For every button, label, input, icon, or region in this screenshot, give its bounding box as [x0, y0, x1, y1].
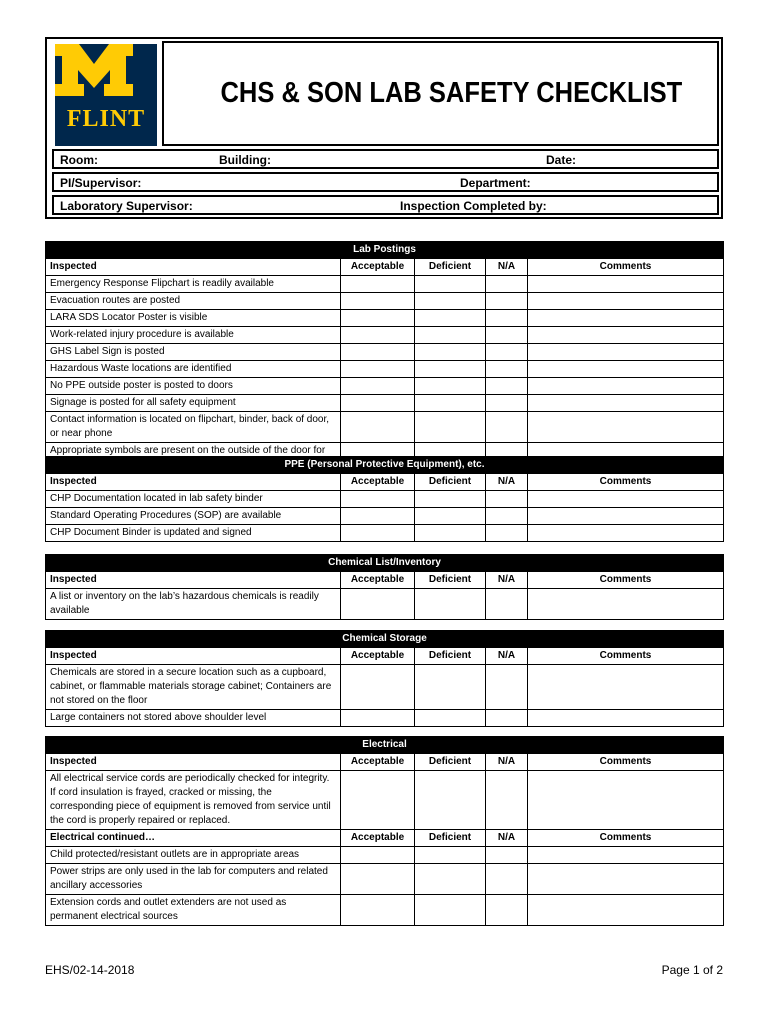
acceptable-header: Acceptable [341, 830, 415, 847]
section-title: Lab Postings [46, 242, 724, 259]
table-row [46, 525, 724, 542]
um-flint-logo [55, 44, 157, 146]
comments-cell[interactable] [528, 589, 724, 620]
na-header: N/A [486, 474, 528, 491]
na-header: N/A [486, 572, 528, 589]
header-row [46, 648, 724, 665]
acceptable-header: Acceptable [341, 572, 415, 589]
acceptable-cell[interactable] [341, 276, 415, 293]
acceptable-header: Acceptable [341, 474, 415, 491]
acceptable-cell[interactable] [341, 847, 415, 864]
item-text: A list or inventory on the lab’s hazardous chemicals is readily available [46, 589, 341, 620]
section-title: Chemical List/Inventory [46, 555, 724, 572]
item-text: Power strips are only used in the lab for computers and related ancillary accessories [46, 864, 341, 895]
deficient-cell[interactable] [415, 508, 486, 525]
deficient-cell[interactable] [415, 525, 486, 542]
section-title: Chemical Storage [46, 631, 724, 648]
header-row-continued [46, 830, 724, 847]
comments-header: Comments [528, 474, 724, 491]
item-text: Appropriate symbols are present on the outside of the door for [46, 443, 341, 474]
header-row [46, 474, 724, 491]
comments-cell[interactable] [528, 344, 724, 361]
comments-cell[interactable] [528, 771, 724, 830]
acceptable-header: Acceptable [341, 648, 415, 665]
na-cell[interactable] [486, 710, 528, 727]
na-cell[interactable] [486, 771, 528, 830]
item-text: CHP Document Binder is updated and signed [46, 525, 341, 542]
table-row [46, 293, 724, 310]
acceptable-cell[interactable] [341, 864, 415, 895]
date-label: Date: [546, 153, 577, 167]
table-row [46, 847, 724, 864]
item-text: GHS Label Sign is posted [46, 344, 341, 361]
comments-cell[interactable] [528, 847, 724, 864]
na-cell[interactable] [486, 395, 528, 412]
acceptable-cell[interactable] [341, 665, 415, 710]
inspected-header: Inspected [46, 259, 341, 276]
deficient-header: Deficient [415, 648, 486, 665]
lab-supervisor-label: Laboratory Supervisor: [60, 199, 193, 213]
table-row [46, 491, 724, 508]
na-header: N/A [486, 754, 528, 771]
acceptable-header: Acceptable [341, 754, 415, 771]
na-cell[interactable] [486, 847, 528, 864]
na-cell[interactable] [486, 276, 528, 293]
table-row [46, 276, 724, 293]
table-row [46, 310, 724, 327]
item-text: Hazardous Waste locations are identified [46, 361, 341, 378]
item-text: Signage is posted for all safety equipment [46, 395, 341, 412]
table-row [46, 378, 724, 395]
item-text: Chemicals are stored in a secure location such as a cupboard, cabinet, or flammable materials storage cabinet; Containers are not stored on the floor [46, 665, 341, 710]
comments-cell[interactable] [528, 293, 724, 310]
department-label: Department: [460, 176, 531, 190]
acceptable-cell[interactable] [341, 344, 415, 361]
inspected-header: Inspected [46, 474, 341, 491]
deficient-cell[interactable] [415, 665, 486, 710]
comments-cell[interactable] [528, 327, 724, 344]
table-row [46, 412, 724, 443]
na-cell[interactable] [486, 412, 528, 443]
deficient-cell[interactable] [415, 276, 486, 293]
inspected-header: Inspected [46, 648, 341, 665]
comments-cell[interactable] [528, 525, 724, 542]
deficient-cell[interactable] [415, 310, 486, 327]
na-cell[interactable] [486, 344, 528, 361]
deficient-cell[interactable] [415, 864, 486, 895]
na-cell[interactable] [486, 293, 528, 310]
item-text: Standard Operating Procedures (SOP) are available [46, 508, 341, 525]
deficient-header: Deficient [415, 754, 486, 771]
deficient-cell[interactable] [415, 327, 486, 344]
deficient-header: Deficient [415, 259, 486, 276]
acceptable-cell[interactable] [341, 491, 415, 508]
deficient-cell[interactable] [415, 344, 486, 361]
table-row [46, 665, 724, 710]
na-header: N/A [486, 259, 528, 276]
comments-cell[interactable] [528, 412, 724, 443]
comments-cell[interactable] [528, 378, 724, 395]
na-header: N/A [486, 648, 528, 665]
acceptable-cell[interactable] [341, 589, 415, 620]
deficient-header: Deficient [415, 830, 486, 847]
deficient-cell[interactable] [415, 771, 486, 830]
item-text: Large containers not stored above shoulder level [46, 710, 341, 727]
deficient-cell[interactable] [415, 293, 486, 310]
table-row [46, 361, 724, 378]
na-cell[interactable] [486, 491, 528, 508]
comments-cell[interactable] [528, 665, 724, 710]
deficient-cell[interactable] [415, 412, 486, 443]
item-text: Child protected/resistant outlets are in appropriate areas [46, 847, 341, 864]
electrical-continued-header: Electrical continued… [46, 830, 341, 847]
item-text: Work-related injury procedure is available [46, 327, 341, 344]
room-label: Room: [60, 153, 98, 167]
section-title: Electrical [46, 737, 724, 754]
acceptable-cell[interactable] [341, 395, 415, 412]
na-cell[interactable] [486, 895, 528, 926]
deficient-header: Deficient [415, 474, 486, 491]
deficient-cell[interactable] [415, 895, 486, 926]
item-text: All electrical service cords are periodically checked for integrity. If cord insulation is frayed, cracked or missing, the corresponding piece of equipment is removed from service until the cord is properly repaired or replaced. [46, 771, 341, 830]
deficient-header: Deficient [415, 572, 486, 589]
na-cell[interactable] [486, 508, 528, 525]
comments-cell[interactable] [528, 361, 724, 378]
item-text: Contact information is located on flipchart, binder, back of door, or near phone [46, 412, 341, 443]
section-ppe [45, 456, 723, 542]
comments-header: Comments [528, 648, 724, 665]
acceptable-cell[interactable] [341, 895, 415, 926]
na-cell[interactable] [486, 665, 528, 710]
inspected-header: Inspected [46, 572, 341, 589]
comments-header: Comments [528, 830, 724, 847]
deficient-cell[interactable] [415, 361, 486, 378]
comments-cell[interactable] [528, 491, 724, 508]
footer-code: EHS/02-14-2018 [45, 963, 135, 977]
header-row [46, 572, 724, 589]
comments-cell[interactable] [528, 276, 724, 293]
table-row [46, 589, 724, 620]
deficient-cell[interactable] [415, 710, 486, 727]
item-text: Evacuation routes are posted [46, 293, 341, 310]
inspection-label: Inspection Completed by: [400, 199, 547, 213]
header-block [45, 37, 723, 219]
deficient-cell[interactable] [415, 589, 486, 620]
na-cell[interactable] [486, 327, 528, 344]
comments-cell[interactable] [528, 895, 724, 926]
info-row-room [52, 149, 719, 169]
inspected-header: Inspected [46, 754, 341, 771]
table-row [46, 344, 724, 361]
comments-cell[interactable] [528, 395, 724, 412]
na-header: N/A [486, 830, 528, 847]
acceptable-cell[interactable] [341, 525, 415, 542]
deficient-cell[interactable] [415, 395, 486, 412]
page-number: Page 1 of 2 [661, 963, 723, 977]
acceptable-cell[interactable] [341, 412, 415, 443]
acceptable-cell[interactable] [341, 378, 415, 395]
deficient-cell[interactable] [415, 378, 486, 395]
deficient-cell[interactable] [415, 491, 486, 508]
comments-cell[interactable] [528, 710, 724, 727]
na-cell[interactable] [486, 525, 528, 542]
section-chemical-list [45, 554, 723, 620]
comments-cell[interactable] [528, 864, 724, 895]
item-text: LARA SDS Locator Poster is visible [46, 310, 341, 327]
table-row [46, 327, 724, 344]
block-m-icon [55, 44, 133, 96]
logo-text: FLINT [66, 106, 146, 132]
acceptable-cell[interactable] [341, 361, 415, 378]
acceptable-cell[interactable] [341, 771, 415, 830]
table-row [46, 508, 724, 525]
comments-header: Comments [528, 572, 724, 589]
table-row [46, 864, 724, 895]
comments-header: Comments [528, 259, 724, 276]
acceptable-header: Acceptable [341, 259, 415, 276]
info-row-pi [52, 172, 719, 192]
comments-header: Comments [528, 754, 724, 771]
table-row [46, 895, 724, 926]
na-cell[interactable] [486, 589, 528, 620]
section-lab-postings [45, 241, 723, 474]
section-title: PPE (Personal Protective Equipment), etc. [46, 457, 724, 474]
info-row-lab-supervisor [52, 195, 719, 215]
pi-label: PI/Supervisor: [60, 176, 142, 190]
page-title: CHS & SON LAB SAFETY CHECKLIST [220, 77, 683, 109]
item-text: Emergency Response Flipchart is readily available [46, 276, 341, 293]
na-cell[interactable] [486, 864, 528, 895]
header-row [46, 259, 724, 276]
comments-cell[interactable] [528, 508, 724, 525]
comments-cell[interactable] [528, 310, 724, 327]
section-electrical [45, 736, 723, 926]
item-text: No PPE outside poster is posted to doors [46, 378, 341, 395]
acceptable-cell[interactable] [341, 508, 415, 525]
header-row [46, 754, 724, 771]
section-chemical-storage [45, 630, 723, 727]
na-cell[interactable] [486, 378, 528, 395]
table-row [46, 771, 724, 830]
acceptable-cell[interactable] [341, 310, 415, 327]
na-cell[interactable] [486, 361, 528, 378]
acceptable-cell[interactable] [341, 293, 415, 310]
building-label: Building: [219, 153, 271, 167]
table-row [46, 395, 724, 412]
item-text: CHP Documentation located in lab safety binder [46, 491, 341, 508]
item-text: Extension cords and outlet extenders are not used as permanent electrical sources [46, 895, 341, 926]
na-cell[interactable] [486, 310, 528, 327]
acceptable-cell[interactable] [341, 710, 415, 727]
deficient-cell[interactable] [415, 847, 486, 864]
table-row [46, 710, 724, 727]
title-box [162, 41, 719, 146]
acceptable-cell[interactable] [341, 327, 415, 344]
